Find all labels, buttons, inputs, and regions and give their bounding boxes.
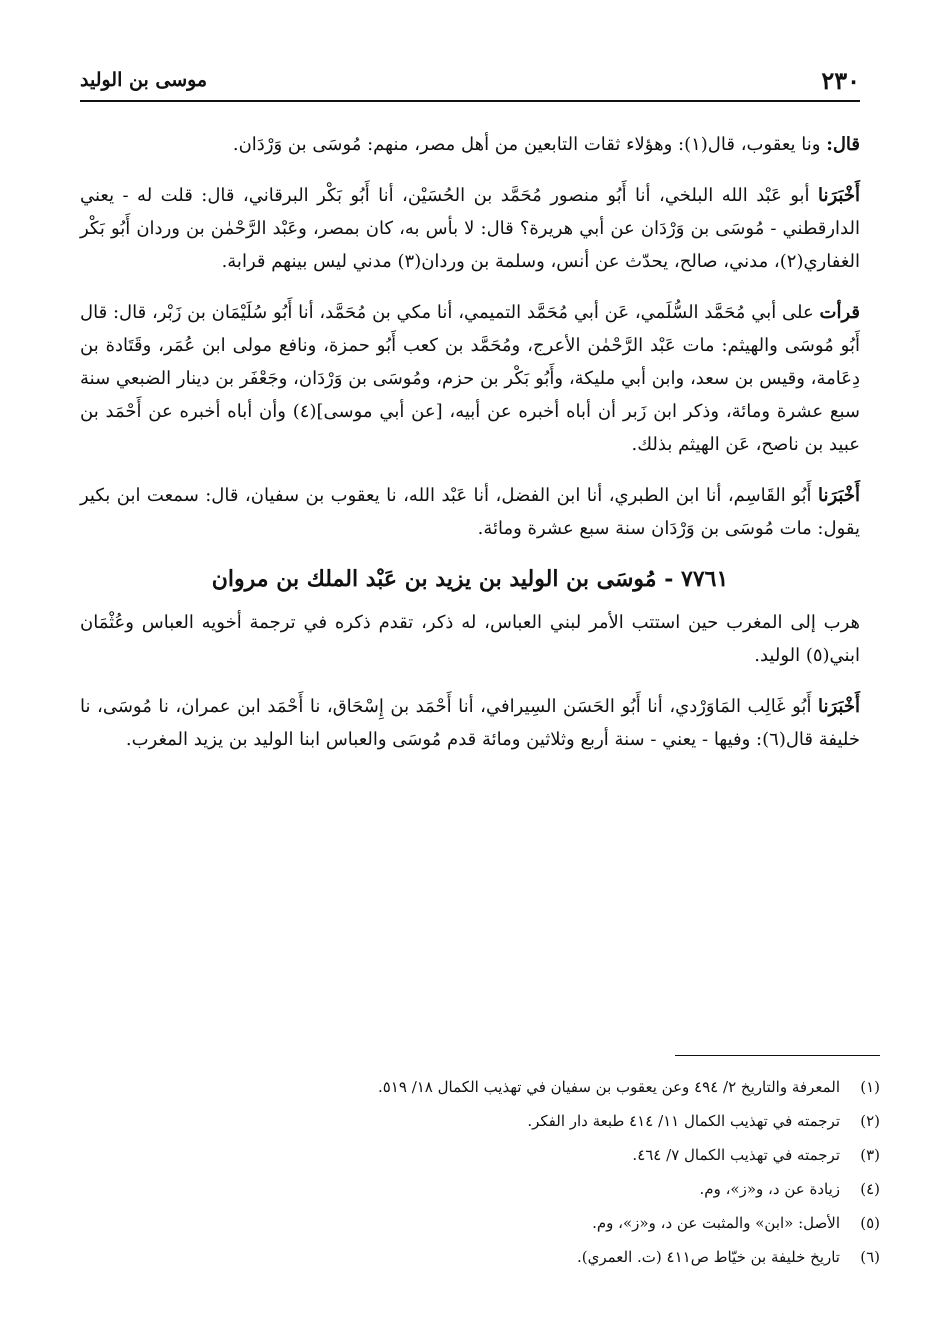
footnote [80, 1104, 880, 1138]
paragraph-lead: أَخْبَرَنا [817, 185, 860, 206]
paragraph-text: على أبي مُحَمَّد السُّلَمي، عَن أبي مُحَمَّد التميمي، أنا مكي بن مُحَمَّد، أنا أَبُو سُلَيْمَان بن زَبْر، قال: قال أَبُو مُوسَى والهيثم: مات عَبْد الرَّحْمٰن الأعرج، ومُحَمَّد بن كعب أَبُو حمزة، ونافع مولى ابن عُمَر، وقَتَادة بن دِعَامة، وقيس بن سعد، وابن أبي مليكة، وأَبُو بَكْر بن حزم، ومُوسَى بن وَرْدَان، وجَعْفَر بن دينار الضبعي سنة سبع عشرة ومائة، وذكر ابن زَبر أن أباه أخبره عن أبيه، [عن أبي موسى](٤) وأن أباه أخبره عن أَحْمَد بن عبيد بن ناصح، عَن الهيثم بذلك. [80, 302, 860, 455]
footnote-text: ترجمته في تهذيب الكمال ١١/ ٤١٤ طبعة دار الفكر. [527, 1112, 840, 1130]
footnote-number: (١) [860, 1078, 880, 1096]
footnote [80, 1206, 880, 1240]
page-header [80, 60, 860, 102]
paragraph [80, 296, 860, 461]
footnote-number: (٢) [860, 1112, 880, 1130]
paragraph-text: هرب إلى المغرب حين استتب الأمر لبني العباس، له ذكر، تقدم ذكره في ترجمة أخويه العباس وعُثْمَان ابني(٥) الوليد. [80, 612, 860, 666]
paragraph-text: ونا يعقوب، قال(١): وهؤلاء ثقات التابعين من أهل مصر، منهم: مُوسَى بن وَرْدَان. [232, 134, 821, 155]
footnote-text: زيادة عن د، و«ز»، وم. [699, 1180, 840, 1198]
paragraph [80, 479, 860, 545]
footnote-text: الأصل: «ابن» والمثبت عن د، و«ز»، وم. [592, 1214, 840, 1232]
footnote-number: (٦) [860, 1248, 880, 1266]
footnote-number: (٤) [860, 1180, 880, 1198]
paragraph-lead: قرأت [819, 302, 860, 323]
footnote [80, 1070, 880, 1104]
entry-heading: ٧٧٦١ - مُوسَى بن الوليد بن يزيد بن عَبْد الملك بن مروان [211, 566, 729, 592]
running-title: موسى بن الوليد [80, 69, 208, 91]
paragraph-text: أَبُو القَاسِم، أنا ابن الطبري، أنا ابن الفضل، أنا عَبْد الله، نا يعقوب بن سفيان، قال: سمعت ابن بكير يقول: مات مُوسَى بن وَرْدَان سنة سبع عشرة ومائة. [80, 485, 860, 539]
footnote-text: المعرفة والتاريخ ٢/ ٤٩٤ وعن يعقوب بن سفيان في تهذيب الكمال ١٨/ ٥١٩. [377, 1078, 840, 1096]
footnote [80, 1172, 880, 1206]
footnote-number: (٥) [860, 1214, 880, 1232]
footnote-number: (٣) [860, 1146, 880, 1164]
paragraph [80, 128, 860, 161]
paragraph-lead: قال: [826, 134, 860, 155]
paragraph-lead: أَخْبَرَنا [818, 485, 860, 506]
main-text [80, 128, 860, 774]
paragraph [80, 606, 860, 672]
footnote-divider [675, 1055, 880, 1056]
footnote-text: ترجمته في تهذيب الكمال ٧/ ٤٦٤. [632, 1146, 840, 1164]
paragraph-lead: أَخْبَرَنا [818, 696, 860, 717]
footnote [80, 1138, 880, 1172]
page-number: ٢٣٠ [821, 65, 860, 95]
paragraph [80, 179, 860, 278]
footnotes [80, 1070, 880, 1274]
footnote [80, 1240, 880, 1274]
paragraph [80, 690, 860, 756]
paragraph-text: أَبُو غَالِب المَاوَرْدي، أنا أَبُو الحَسَن السِيرافي، أنا أَحْمَد بن إِسْحَاق، نا أَحْمَد ابن عمران، نا مُوسَى، نا خليفة قال(٦): وفيها - يعني - سنة أربع وثلاثين ومائة قدم مُوسَى والعباس ابنا الوليد بن يزيد المغرب. [80, 696, 860, 750]
paragraph-text: أبو عَبْد الله البلخي، أنا أَبُو منصور مُحَمَّد بن الحُسَيْن، أنا أَبُو بَكْر البرقاني، قال: قلت له - يعني الدارقطني - مُوسَى بن وَرْدَان عن أبي هريرة؟ قال: لا بأس به، كان بمصر، وعَبْد الرَّحْمٰن بن وردان أَبُو بَكْر الغفاري(٢)، مدني، صالح، يحدّث عن أنس، وسلمة بن وردان(٣) مدني ليس بينهم قرابة. [80, 185, 860, 272]
footnote-text: تاريخ خليفة بن خيّاط ص٤١١ (ت. العمري). [576, 1248, 840, 1266]
